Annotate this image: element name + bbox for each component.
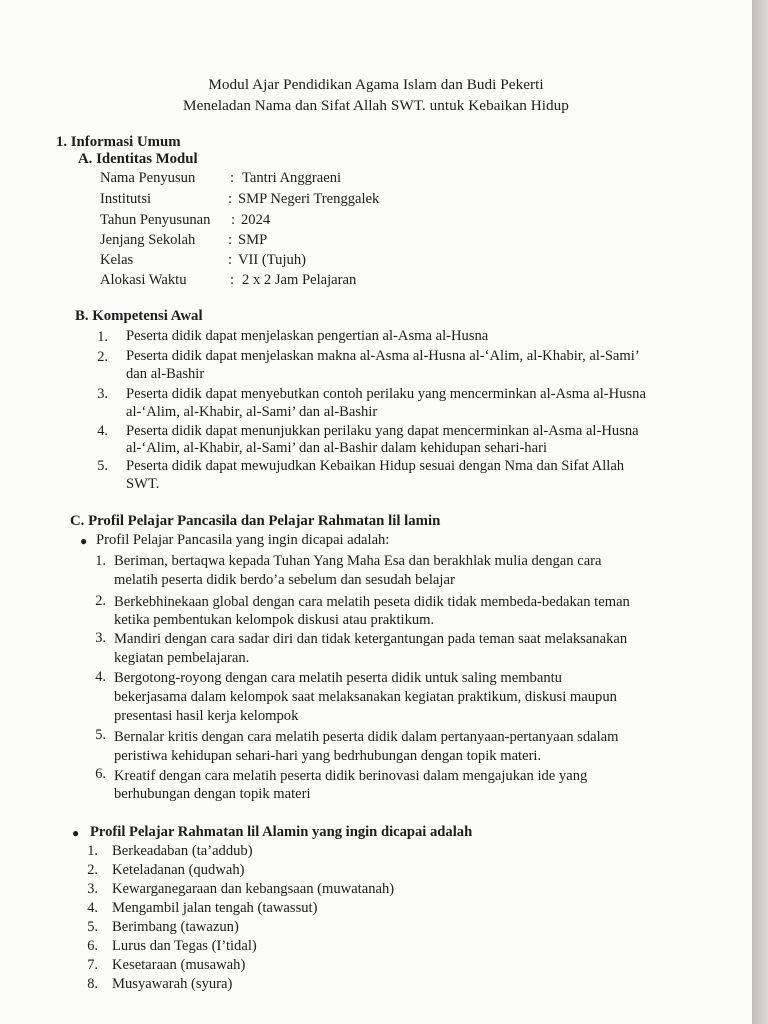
identity-label: Tahun Penyusunan [100,212,211,228]
list-item-text: ketika pembentukan kelompok diskusi atau praktikum. [114,612,435,628]
bullet-icon: ● [72,826,80,840]
list-item-text: Berkeadaban (ta’addub) [112,843,253,859]
list-number: 6. [95,766,106,782]
list-number: 5. [97,458,108,474]
list-number: 2. [87,862,98,878]
identity-label: Nama Penyusun [100,170,196,186]
section-1-heading: 1. Informasi Umum [56,134,181,150]
list-number: 4. [95,669,106,685]
identity-label: Alokasi Waktu [100,272,187,288]
list-number: 6. [87,938,98,954]
document-title-line1: Modul Ajar Pendidikan Agama Islam dan Budi Pekerti [208,76,544,93]
identity-value: 2024 [241,212,271,228]
document-title-line2: Meneladan Nama dan Sifat Allah SWT. untuk Kebaikan Hidup [183,97,569,114]
list-item-text: Berimbang (tawazun) [112,919,239,935]
identity-label: Jenjang Sekolah [100,232,196,248]
list-item-text: Bernalar kritis dengan cara melatih peserta didik dalam pertanyaan-pertanyaan sdalam [114,729,619,745]
page-edge-shadow [752,0,768,1024]
list-item-text: Mengambil jalan tengah (tawassut) [112,900,318,916]
identity-label: Kelas [100,252,134,268]
list-item-text: al-‘Alim, al-Khabir, al-Sami’ dan al-Bashir [126,404,378,420]
identity-value: SMP [238,232,268,248]
list-item-text: Peserta didik dapat menunjukkan perilaku yang dapat mencerminkan al-Asma al-Husna [126,423,639,439]
list-number: 5. [95,727,106,743]
list-item-text: Musyawarah (syura) [112,976,233,992]
list-item-text: presentasi hasil kerja kelompok [114,708,299,724]
list-number: 7. [87,957,98,973]
list-item-text: Peserta didik dapat menjelaskan pengertian al-Asma al-Husna [126,328,489,344]
identity-colon: : [231,212,236,228]
list-number: 1. [87,843,98,859]
identity-colon: : [228,252,233,268]
identity-value: 2 x 2 Jam Pelajaran [242,272,357,288]
list-number: 3. [97,386,108,402]
list-item-text: Bergotong-royong dengan cara melatih peserta didik untuk saling membantu [114,670,562,686]
list-item-text: SWT. [126,476,160,492]
identity-value: VII (Tujuh) [238,252,306,268]
list-number: 4. [97,423,108,439]
list-item-text: Beriman, bertaqwa kepada Tuhan Yang Maha Esa dan berakhlak mulia dengan cara [114,553,602,569]
bullet-icon: ● [80,534,88,548]
list-item-text: Peserta didik dapat menjelaskan makna al-Asma al-Husna al-‘Alim, al-Khabir, al-Sami’ [126,348,640,364]
list-item-text: Kesetaraan (musawah) [112,957,246,973]
list-item-text: Mandiri dengan cara sadar diri dan tidak ketergantungan pada teman saat melaksanakan [114,631,628,647]
list-number: 4. [87,900,98,916]
list-number: 3. [95,630,106,646]
list-item-text: Keteladanan (qudwah) [112,862,245,878]
identity-value: Tantri Anggraeni [242,170,342,186]
section-b-heading: B. Kompetensi Awal [75,308,203,324]
list-item-text: Peserta didik dapat mewujudkan Kebaikan Hidup sesuai dengan Nma dan Sifat Allah [126,458,625,474]
bullet-text: Profil Pelajar Pancasila yang ingin dicapai adalah: [96,532,390,548]
list-number: 2. [97,349,108,365]
identity-colon: : [230,170,235,186]
bullet-heading: Profil Pelajar Rahmatan lil Alamin yang ingin dicapai adalah [90,824,473,840]
list-item-text: berhubungan dengan topik materi [114,786,311,802]
list-item-text: bekerjasama dalam kelompok saat melaksanakan kegiatan praktikum, diskusi maupun [114,689,617,705]
identity-colon: : [230,272,235,288]
list-number: 5. [87,919,98,935]
list-item-text: peristiwa kehidupan sehari-hari yang bedrhubungan dengan topik materi. [114,748,542,764]
section-c-heading: C. Profil Pelajar Pancasila dan Pelajar Rahmatan lil lamin [70,513,441,529]
list-number: 1. [95,553,106,569]
section-a-heading: A. Identitas Modul [78,151,198,167]
list-item-text: Kreatif dengan cara melatih peserta didik berinovasi dalam mengajukan ide yang [114,768,588,784]
list-number: 1. [97,329,108,345]
list-number: 8. [87,976,98,992]
list-item-text: Lurus dan Tegas (I’tidal) [112,938,257,954]
identity-label: Institutsi [100,191,152,207]
list-item-text: melatih peserta didik berdo’a sebelum dan sesudah belajar [114,572,455,588]
list-item-text: kegiatan pembelajaran. [114,650,250,666]
list-item-text: Berkebhinekaan global dengan cara melatih peseta didik tidak membeda-bedakan teman [114,594,630,610]
list-item-text: Kewarganegaraan dan kebangsaan (muwatanah) [112,881,395,897]
identity-colon: : [228,191,233,207]
identity-value: SMP Negeri Trenggalek [238,191,380,207]
list-item-text: al-‘Alim, al-Khabir, al-Sami’ dan al-Bashir dalam kehidupan sehari-hari [126,440,547,456]
list-item-text: dan al-Bashir [126,366,205,382]
list-number: 3. [87,881,98,897]
list-number: 2. [95,593,106,609]
identity-colon: : [228,232,233,248]
list-item-text: Peserta didik dapat menyebutkan contoh perilaku yang mencerminkan al-Asma al-Husna [126,386,646,402]
